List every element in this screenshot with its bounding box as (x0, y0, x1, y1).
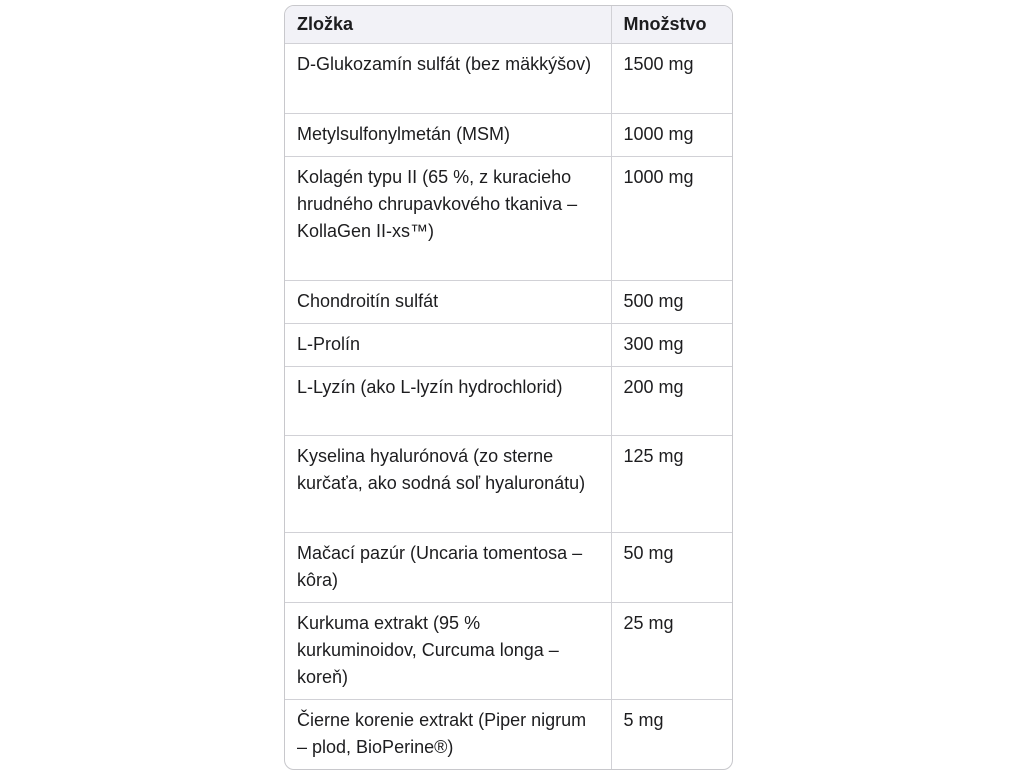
amount-cell: 5 mg (623, 710, 664, 730)
ingredient-cell: D-Glukozamín sulfát (bez mäkkýšov) (285, 44, 611, 114)
table-row (285, 281, 733, 324)
header-ingredient: Zložka (285, 6, 611, 44)
amount-cell: 1000 mg (611, 157, 733, 281)
ingredient-cell: Kyselina hyalurónová (zo sterne kurčaťa, ako sodná soľ hyaluronátu) (285, 436, 611, 533)
amount-cell: 300 mg (611, 324, 733, 367)
ingredient-cell: Kurkuma extrakt (95 % kurkuminoidov, Curcuma longa – koreň) (285, 603, 611, 700)
table-row (285, 436, 733, 533)
amount-cell: 50 mg (611, 533, 733, 603)
ingredient-cell: Čierne korenie extrakt (Piper nigrum – plod, BioPerine®) (285, 700, 611, 770)
ingredients-table (284, 5, 733, 770)
amount-cell: 1500 mg (611, 44, 733, 114)
table-row (285, 533, 733, 603)
table-row (285, 367, 733, 436)
ingredient-cell: Chondroitín sulfát (285, 281, 611, 324)
amount-cell: 500 mg (611, 281, 733, 324)
table-row (285, 700, 733, 770)
amount-cell: 25 mg (611, 603, 733, 700)
table-row (285, 603, 733, 700)
ingredient-cell: Mačací pazúr (Uncaria tomentosa – kôra) (285, 533, 611, 603)
amount-cell: 200 mg (611, 367, 733, 436)
ingredient-cell: L-Prolín (285, 324, 611, 367)
ingredient-cell: Kolagén typu II (65 %, z kuracieho hrudného chrupavkového tkaniva – KollaGen II-xs™) (285, 157, 611, 281)
table-row (285, 157, 733, 281)
ingredient-cell: Metylsulfonylmetán (MSM) (285, 114, 611, 157)
header-amount: Množstvo (611, 6, 733, 44)
table-row (285, 324, 733, 367)
amount-cell: 1000 mg (611, 114, 733, 157)
amount-cell: 125 mg (611, 436, 733, 533)
table-row (285, 114, 733, 157)
ingredient-cell: L-Lyzín (ako L-lyzín hydrochlorid) (285, 367, 611, 436)
table-row (285, 44, 733, 114)
ingredients-table-grid (285, 6, 733, 769)
table-header-row (285, 6, 733, 44)
